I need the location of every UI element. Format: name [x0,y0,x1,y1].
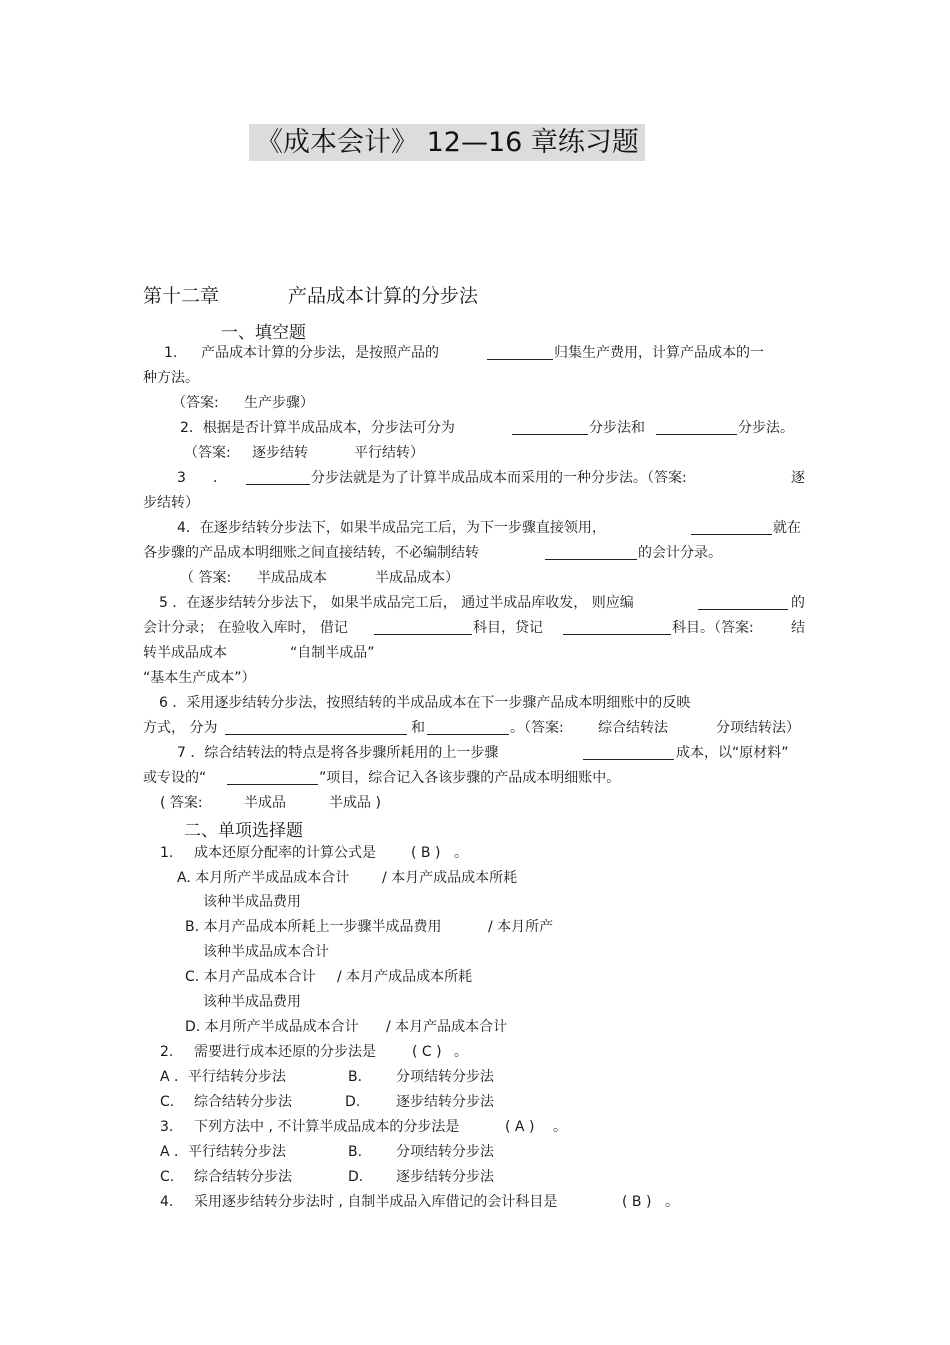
q5-blank-1 [698,594,788,610]
c1-option-b-3: 该种半成品成本合计 [203,944,329,960]
q3-text-a: 分步法就是为了计算半成品成本而采用的一种分步法。（答案: [311,470,687,486]
q7-text-c: 或专设的“ [143,770,207,786]
c3-option-b-letter: B. [348,1144,363,1160]
q4-blank-2 [545,544,637,560]
c1-option-c-2: / 本月产成品成本所耗 [337,969,473,985]
q7-answer-label: ( 答案: [160,795,203,811]
q6-text-a: 6 ．采用逐步结转分步法，按照结转的半成品成本在下一步骤产品成本明细账中的反映 [159,695,691,711]
c2-option-b: 分项结转分步法 [396,1069,494,1085]
c1-option-c-3: 该种半成品费用 [203,994,301,1010]
q2-answer-1: 逐步结转 [252,445,308,461]
c2-option-a: A ．平行结转分步法 [160,1069,287,1085]
q1-answer-label: （答案: [172,395,219,411]
q6-answer-2: 分项结转法） [716,720,800,736]
q2-text-b: 分步法和 [589,420,645,436]
q2-answer-2: 平行结转） [354,445,424,461]
q6-text-c: 和 [411,720,425,736]
c1-option-a-3: 该种半成品费用 [203,894,301,910]
c3-number: 3. [160,1119,174,1135]
c1-end: 。 [454,845,468,861]
q7-text-b: 成本，以“原材料” [676,745,789,761]
q5-answer-3: “基本生产成本”） [143,670,256,686]
q4-text-d: 的会计分录。 [638,545,722,561]
c3-option-d-letter: D. [348,1169,364,1185]
q5-text-d: 科目，贷记 [473,620,543,636]
chapter-title: 产品成本计算的分步法 [288,285,479,307]
q5-answer-2: “自制半成品” [290,645,375,661]
c2-option-d: 逐步结转分步法 [396,1094,494,1110]
c1-option-c-1: C. 本月产品成本合计 [185,969,316,985]
q5-text-c: 会计分录； 在验收入库时， 借记 [143,620,348,636]
c2-number: 2. [160,1044,174,1060]
q4-answer-2: 半成品成本） [375,570,459,586]
c3-option-c-letter: C. [160,1169,175,1185]
c1-question: 成本还原分配率的计算公式是 [194,845,376,861]
q7-text-a: 7 ．综合结转法的特点是将各步骤所耗用的上一步骤 [177,745,499,761]
q6-answer-1: 综合结转法 [598,720,668,736]
section-fill-blank: 一、填空题 [221,323,306,343]
q5-blank-3 [563,619,671,635]
q4-text-b: 就在 [773,520,801,536]
q4-answer-1: 半成品成本 [257,570,327,586]
q2-text-c: 分步法。 [738,420,794,436]
section-single-choice: 二、单项选择题 [184,821,303,841]
q3-number: 3 [177,470,186,486]
c2-option-d-letter: D. [345,1094,361,1110]
c1-option-a-2: / 本月产成品成本所耗 [382,870,518,886]
q2-answer-label: （答案: [184,445,231,461]
c3-option-c: 综合结转分步法 [194,1169,292,1185]
q1-number: 1. [164,345,178,361]
q5-text-e: 科目。（答案: [672,620,754,636]
c1-number: 1. [160,845,174,861]
q7-answer-2: 半成品 ) [329,795,381,811]
c1-answer: ( B ) [411,845,441,861]
q2-text-a: 2．根据是否计算半成品成本，分步法可分为 [180,420,455,436]
c3-end: 。 [553,1119,567,1135]
q5-text-a: 5 ．在逐步结转分步法下， 如果半成品完工后， 通过半成品库收发， 则应编 [159,595,634,611]
c2-option-c-letter: C. [160,1094,175,1110]
c2-option-b-letter: B. [348,1069,363,1085]
q3-text-c: 步结转） [143,495,199,511]
c4-end: 。 [665,1194,679,1210]
q7-answer-1: 半成品 [244,795,286,811]
q3-text-b: 逐 [791,470,805,486]
c2-end: 。 [454,1044,468,1060]
c4-question: 采用逐步结转分步法时 , 自制半成品入库借记的会计科目是 [194,1194,558,1210]
q4-text-a: 4．在逐步结转分步法下，如果半成品完工后，为下一步骤直接领用， [177,520,606,536]
q1-text-a: 产品成本计算的分步法，是按照产品的 [201,345,439,361]
q7-blank-1 [583,744,674,760]
c4-number: 4. [160,1194,174,1210]
q5-answer-1: 转半成品成本 [143,645,227,661]
q2-blank-2 [656,419,737,435]
c3-option-d: 逐步结转分步法 [396,1169,494,1185]
q6-blank-1 [225,719,407,735]
c3-answer: ( A ) [505,1119,535,1135]
c1-option-b-1: B. 本月产品成本所耗上一步骤半成品费用 [185,919,442,935]
c3-question: 下列方法中 , 不计算半成品成本的分步法是 [194,1119,460,1135]
q6-text-b: 方式， 分为 [143,720,218,736]
chapter-number: 第十二章 [143,285,220,307]
c2-answer: ( C ) [412,1044,442,1060]
q4-text-c: 各步骤的产品成本明细账之间直接结转，不必编制结转 [143,545,479,561]
c1-option-d-1: D. 本月所产半成品成本合计 [185,1019,359,1035]
q5-blank-2 [374,619,472,635]
c1-option-b-2: / 本月所产 [488,919,554,935]
q2-blank-1 [512,419,588,435]
q1-answer: 生产步骤） [244,395,314,411]
q6-blank-2 [427,719,509,735]
document-title: 《成本会计》 12—16 章练习题 [256,127,639,158]
c3-option-b: 分项结转分步法 [396,1144,494,1160]
q3-blank [246,469,310,485]
q1-blank [487,344,553,360]
q7-blank-2 [227,769,318,785]
c1-option-d-2: / 本月产品成本合计 [386,1019,508,1035]
q1-text-b: 归集生产费用，计算产品成本的一 [554,345,764,361]
c3-option-a: A ．平行结转分步法 [160,1144,287,1160]
c2-question: 需要进行成本还原的分步法是 [194,1044,376,1060]
c1-option-a-1: A. 本月所产半成品成本合计 [177,870,350,886]
q1-text-c: 种方法。 [143,370,199,386]
q4-answer-label: （ 答案: [180,570,232,586]
q5-text-f: 结 [791,620,805,636]
c2-option-c: 综合结转分步法 [194,1094,292,1110]
c4-answer: ( B ) [622,1194,652,1210]
q4-blank-1 [691,519,772,535]
q6-text-d: 。（答案: [510,720,564,736]
q3-dot: ． [213,470,227,486]
q5-text-b: 的 [791,595,805,611]
q7-text-d: ”项目，综合记入各该步骤的产品成本明细账中。 [319,770,621,786]
